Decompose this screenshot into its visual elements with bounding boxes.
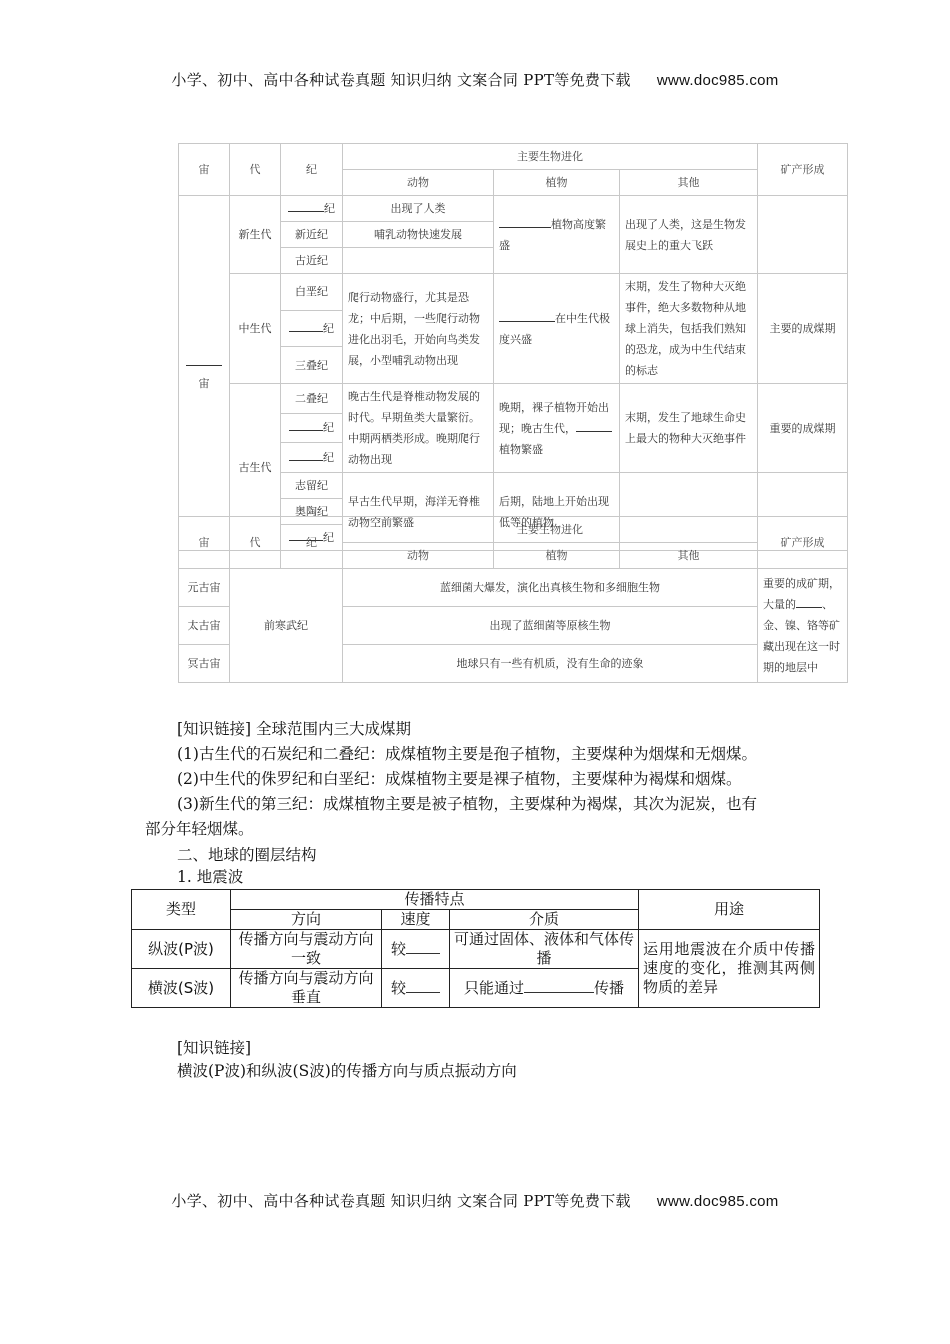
wave-header-speed: 速度 (382, 910, 450, 930)
cenozoic-animals-3 (343, 248, 494, 274)
header-animals: 动物 (343, 543, 494, 569)
mesozoic-plants (494, 274, 620, 384)
cenozoic-animals-2: 哺乳动物快速发展 (343, 222, 494, 248)
plants-text: 植物高度繁盛 (499, 217, 606, 252)
header-url[interactable]: www.doc985.com (656, 72, 779, 89)
s-wave-type: 横波(S波) (132, 969, 231, 1008)
wave-header-use: 用途 (639, 890, 820, 930)
eon-suffix: 宙 (198, 377, 210, 390)
era-precambrian: 前寒武纪 (230, 569, 343, 683)
speed-blank[interactable] (406, 980, 440, 993)
link1-item-3: (3)新生代的第三纪：成煤植物主要是被子植物，主要煤种为褐煤，其次为泥炭，也有 (177, 795, 757, 813)
period-mesozoic-1: 白垩纪 (281, 274, 343, 311)
proterozoic-evolution: 蓝细菌大爆发，演化出真核生物和多细胞生物 (343, 569, 758, 607)
header-animals: 动物 (343, 170, 494, 196)
wave-use: 运用地震波在介质中传播速度的变化，推测其两侧物质的差异 (639, 930, 820, 1008)
wave-header-direction: 方向 (231, 910, 382, 930)
header-plants: 植物 (494, 170, 620, 196)
paleozoic-late-minerals: 重要的成煤期 (758, 384, 848, 473)
eon-hadean: 冥古宙 (179, 645, 230, 683)
period-label: 纪 (323, 451, 334, 465)
header-minerals: 矿产形成 (758, 144, 848, 196)
footer-text: 小学、初中、高中各种试卷真题 知识归纳 文案合同 PPT等免费下载 (171, 1192, 631, 1210)
section2-title: 二、地球的圈层结构 (177, 846, 317, 864)
medium-text-2: 传播 (594, 978, 625, 997)
header-eon: 宙 (179, 144, 230, 196)
plants-blank[interactable] (499, 215, 551, 228)
header-other: 其他 (620, 170, 758, 196)
period-cenozoic-3: 古近纪 (281, 248, 343, 274)
header-evolution: 主要生物进化 (343, 517, 758, 543)
eon-proterozoic: 元古宙 (179, 569, 230, 607)
s-wave-medium (450, 969, 639, 1008)
header-evolution: 主要生物进化 (343, 144, 758, 170)
link1-item-4: 部分年轻烟煤。 (145, 820, 254, 838)
section2-sub: 1. 地震波 (177, 868, 244, 886)
period-paleozoic-2 (281, 413, 343, 443)
period-mesozoic-3: 三叠纪 (281, 347, 343, 384)
p-wave-direction: 传播方向与震动方向一致 (231, 930, 382, 969)
header-text: 小学、初中、高中各种试卷真题 知识归纳 文案合同 PPT等免费下载 (171, 71, 631, 89)
paleozoic-early-plants: 后期，陆地上开始出现低等的植物 (494, 473, 620, 551)
wave-header-type: 类型 (132, 890, 231, 930)
footer-url[interactable]: www.doc985.com (656, 1193, 779, 1210)
mesozoic-minerals: 主要的成煤期 (758, 274, 848, 384)
header-minerals: 矿产形成 (758, 517, 848, 569)
plants-text: 在中生代极度兴盛 (499, 311, 610, 346)
header-era: 代 (230, 144, 281, 196)
speed-label: 较 (390, 978, 406, 997)
speed-blank[interactable] (406, 941, 440, 954)
medium-blank[interactable] (524, 980, 594, 993)
wave-header-feature: 传播特点 (231, 890, 639, 910)
era-paleozoic: 古生代 (230, 384, 281, 551)
link1-title: [知识链接] 全球范围内三大成煤期 (177, 720, 412, 738)
minerals-blank[interactable] (796, 595, 822, 608)
link2-text: 横波(P波)和纵波(S波)的传播方向与质点振动方向 (177, 1062, 517, 1080)
speed-label: 较 (390, 939, 406, 958)
period-label: 纪 (324, 202, 335, 215)
seismic-wave-table (131, 889, 820, 1008)
p-wave-type: 纵波(P波) (132, 930, 231, 969)
header-period: 纪 (281, 517, 343, 569)
header-era: 代 (230, 517, 281, 569)
medium-text: 只能通过 (463, 978, 524, 997)
minerals-text-2: 、金、镍、铬等矿藏出现在这一时期的地层中 (763, 598, 841, 674)
link1-item-1: (1)古生代的石炭纪和二叠纪：成煤植物主要是孢子植物，主要煤种为烟煤和无烟煤。 (177, 745, 757, 763)
p-wave-medium: 可通过固体、液体和气体传播 (450, 930, 639, 969)
period-blank[interactable] (289, 448, 323, 461)
mesozoic-other: 末期，发生了物种大灭绝事件，绝大多数物种从地球上消失，包括我们熟知的恐龙，成为中生代结束的标志 (620, 274, 758, 384)
era-mesozoic: 中生代 (230, 274, 281, 384)
minerals-text: 重要的成矿期，大量的 (763, 577, 841, 611)
p-wave-speed (382, 930, 450, 969)
period-paleozoic-1: 二叠纪 (281, 384, 343, 414)
paleozoic-late-other: 末期，发生了地球生命史上最大的物种大灭绝事件 (620, 384, 758, 473)
link2-title: [知识链接] (177, 1039, 252, 1057)
geologic-table-precambrian (178, 516, 848, 683)
era-cenozoic: 新生代 (230, 196, 281, 274)
header-eon: 宙 (179, 517, 230, 569)
geologic-table-phanerozoic (178, 143, 848, 551)
paleozoic-late-animals: 晚古生代是脊椎动物发展的时代。早期鱼类大量繁衍。中期两栖类形成。晚期爬行动物出现 (343, 384, 494, 473)
eon-cell (179, 196, 230, 551)
archean-evolution: 出现了蓝细菌等原核生物 (343, 607, 758, 645)
header-plants: 植物 (494, 543, 620, 569)
plants-blank[interactable] (499, 309, 555, 322)
period-paleozoic-5: 奥陶纪 (281, 499, 343, 525)
period-paleozoic-4: 志留纪 (281, 473, 343, 499)
period-label: 纪 (323, 421, 334, 435)
period-cenozoic-2: 新近纪 (281, 222, 343, 248)
period-blank[interactable] (288, 199, 324, 212)
header-other: 其他 (620, 543, 758, 569)
eon-blank[interactable] (186, 353, 222, 366)
hadean-evolution: 地球只有一些有机质，没有生命的迹象 (343, 645, 758, 683)
cenozoic-minerals (758, 196, 848, 274)
cenozoic-animals-1: 出现了人类 (343, 196, 494, 222)
s-wave-speed (382, 969, 450, 1008)
period-cenozoic-1 (281, 196, 343, 222)
precambrian-minerals (758, 569, 848, 683)
plants-blank[interactable] (576, 419, 612, 432)
period-paleozoic-3 (281, 443, 343, 473)
eon-archean: 太古宙 (179, 607, 230, 645)
s-wave-direction: 传播方向与震动方向垂直 (231, 969, 382, 1008)
paleozoic-early-animals: 早古生代早期，海洋无脊椎动物空前繁盛 (343, 473, 494, 551)
cenozoic-other: 出现了人类，这是生物发展史上的重大飞跃 (620, 196, 758, 274)
paleozoic-late-plants (494, 384, 620, 473)
plants-text-2: 植物繁盛 (499, 442, 543, 456)
link1-item-2: (2)中生代的侏罗纪和白垩纪：成煤植物主要是裸子植物，主要煤种为褐煤和烟煤。 (177, 770, 742, 788)
header-period: 纪 (281, 144, 343, 196)
plants-text: 晚期，裸子植物开始出现；晚古生代， (499, 400, 609, 435)
period-mesozoic-2 (281, 310, 343, 347)
period-label: 纪 (323, 321, 334, 335)
page-footer (0, 1190, 950, 1211)
period-label: 纪 (323, 531, 334, 544)
period-blank[interactable] (289, 319, 323, 332)
page-header (0, 69, 950, 90)
wave-header-medium: 介质 (450, 910, 639, 930)
cenozoic-plants (494, 196, 620, 274)
mesozoic-animals: 爬行动物盛行，尤其是恐龙；中后期，一些爬行动物进化出羽毛，开始向鸟类发展，小型哺乳动物出现 (343, 274, 494, 384)
period-blank[interactable] (289, 418, 323, 431)
